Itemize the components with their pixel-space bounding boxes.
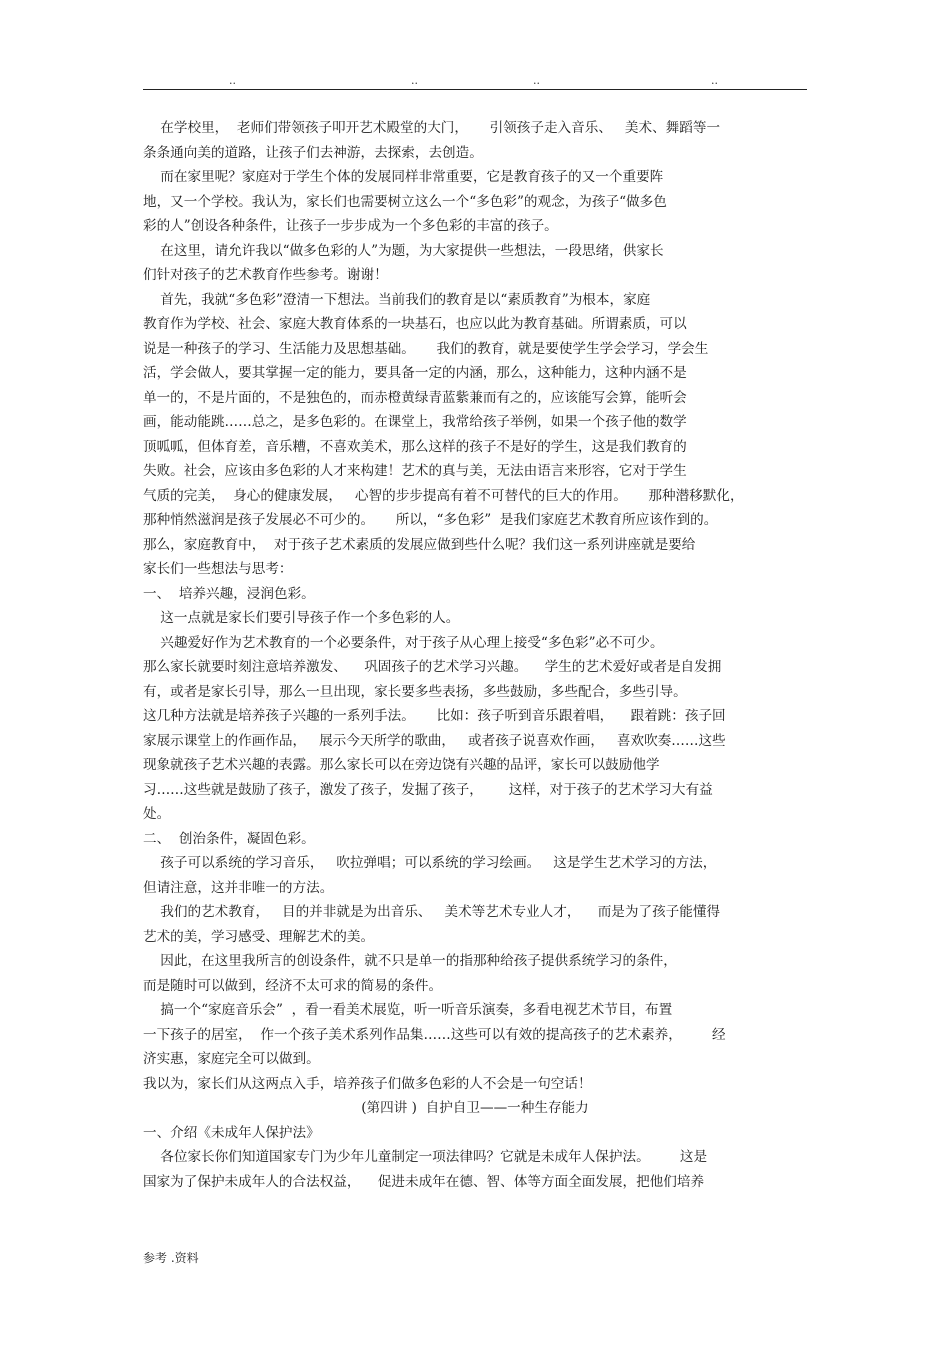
header-dot: .. xyxy=(533,74,540,87)
text-line: 家展示课堂上的作画作品， 展示今天所学的歌曲， 或者孩子说喜欢作画， 喜欢吹奏……这些 xyxy=(143,732,726,749)
text-line: 济实惠，家庭完全可以做到。 xyxy=(143,1051,320,1067)
text-line: 在这里，请允许我以“做多色彩的人”为题，为大家提供一些想法，一段思绪，供家长 xyxy=(143,242,664,259)
header-dots xyxy=(143,74,807,88)
text-line: 这几种方法就是培养孩子兴趣的一系列手法。 比如：孩子听到音乐跟着唱， 跟着跳：孩子回 xyxy=(143,708,726,724)
text-line: 因此，在这里我所言的创设条件，就不只是单一的指那种给孩子提供系统学习的条件， xyxy=(143,953,677,969)
text-line: 那么家长就要时刻注意培养激发、 巩固孩子的艺术学习兴趣。 学生的艺术爱好或者是自发拥 xyxy=(143,659,722,675)
text-line: 活，学会做人，要其掌握一定的能力，要具备一定的内涵，那么，这种能力，这种内涵不是 xyxy=(143,365,687,381)
text-line: 彩的人”创设各种条件，让孩子一步步成为一个多色彩的丰富的孩子。 xyxy=(143,218,558,234)
text-line: 我们的艺术教育， 目的并非就是为出音乐、 美术等艺术专业人才， 而是为了孩子能懂得 xyxy=(143,904,721,920)
text-line: 单一的，不是片面的，不是独色的，而赤橙黄绿青蓝紫兼而有之的，应该能写会算，能听会 xyxy=(143,389,687,406)
text-line: 家长们一些想法与思考： xyxy=(143,561,293,577)
text-line: 地，又一个学校。我认为，家长们也需要树立这么一个“多色彩”的观念，为孩子“做多色 xyxy=(143,193,667,210)
text-line: 那么，家庭教育中， 对于孩子艺术素质的发展应做到些什么呢？我们这一系列讲座就是要给 xyxy=(143,536,696,553)
text-line: 但请注意，这并非唯一的方法。 xyxy=(143,879,334,896)
text-line: 这一点就是家长们要引导孩子作一个多色彩的人。 xyxy=(143,610,460,626)
text-line: 现象就孩子艺术兴趣的表露。那么家长可以在旁边饶有兴趣的品评，家长可以鼓励他学 xyxy=(143,757,660,773)
header-dot: .. xyxy=(711,74,718,87)
text-line: 条条通向美的道路，让孩子们去神游，去探索，去创造。 xyxy=(143,144,483,161)
text-line: 孩子可以系统的学习音乐， 吹拉弹唱；可以系统的学习绘画。 这是学生艺术学习的方法， xyxy=(143,855,717,871)
text-line: 失败。社会，应该由多色彩的人才来构建！艺术的真与美，无法由语言来形容，它对于学生 xyxy=(143,463,687,479)
header-dot: .. xyxy=(229,74,236,87)
text-line: 们针对孩子的艺术教育作些参考。谢谢！ xyxy=(143,267,388,283)
text-line: 搞一个“家庭音乐会” ，看一看美术展览，听一听音乐演奏，多看电视艺术节目，布置 xyxy=(143,1002,673,1018)
text-line: 气质的完美， 身心的健康发展， 心智的步步提高有着不可替代的巨大的作用。 那种潜移默化， xyxy=(143,487,744,504)
header-rule xyxy=(143,89,807,90)
text-line: (第四讲 ) 自护自卫——一种生存能力 xyxy=(361,1100,589,1116)
text-line: 兴趣爱好作为艺术教育的一个必要条件，对于孩子从心理上接受“多色彩”必不可少。 xyxy=(143,634,664,651)
text-line: 一、介绍《未成年人保护法》 xyxy=(143,1124,320,1141)
text-line: 一下孩子的居室， 作一个孩子美术系列作品集……这些可以有效的提高孩子的艺术素养， 经 xyxy=(143,1026,726,1043)
text-line: 而在家里呢？家庭对于学生个体的发展同样非常重要，它是教育孩子的又一个重要阵 xyxy=(143,169,664,185)
text-line: 习……这些就是鼓励了孩子，激发了孩子，发掘了孩子， 这样，对于孩子的艺术学习大有益 xyxy=(143,781,713,798)
text-line: 处。 xyxy=(143,806,171,822)
text-line: 有，或者是家长引导，那么一旦出现，家长要多些表扬，多些鼓励，多些配合，多些引导。 xyxy=(143,683,687,700)
text-line: 首先，我就“多色彩”澄清一下想法。当前我们的教育是以“素质教育”为根本，家庭 xyxy=(143,291,651,308)
text-line: 那种悄然滋润是孩子发展必不可少的。 所以，“多色彩” 是我们家庭艺术教育所应该作到的。 xyxy=(143,512,718,528)
text-line: 说是一种孩子的学习、生活能力及思想基础。 我们的教育，就是要使学生学会学习，学会生 xyxy=(143,340,709,357)
text-line: 国家为了保护未成年人的合法权益， 促进未成年在德、智、体等方面全面发展，把他们培养 xyxy=(143,1173,705,1190)
text-line: 教育作为学校、社会、家庭大教育体系的一块基石，也应以此为教育基础。所谓素质，可以 xyxy=(143,316,687,332)
text-line: 而是随时可以做到，经济不太可求的简易的条件。 xyxy=(143,977,443,994)
header-dot: .. xyxy=(411,74,418,87)
text-line: 我以为，家长们从这两点入手，培养孩子们做多色彩的人不会是一句空话！ xyxy=(143,1075,592,1092)
text-line: 艺术的美，学习感受、理解艺术的美。 xyxy=(143,928,375,945)
text-line: 画，能动能跳……总之，是多色彩的。在课堂上，我常给孩子举例，如果一个孩子他的数学 xyxy=(143,414,687,430)
text-line: 在学校里， 老师们带领孩子叩开艺术殿堂的大门， 引领孩子走入音乐、 美术、舞蹈等一 xyxy=(143,120,721,136)
text-line: 一、 培养兴趣，浸润色彩。 xyxy=(143,585,315,602)
document-body xyxy=(143,116,807,1194)
text-line: 各位家长你们知道国家专门为少年儿童制定一项法律吗？它就是未成年人保护法。 这是 xyxy=(143,1149,708,1165)
text-line: 二、 创治条件，凝固色彩。 xyxy=(143,830,315,847)
text-line: 顶呱呱，但体育差，音乐糟，不喜欢美术，那么这样的孩子不是好的学生，这是我们教育的 xyxy=(143,438,687,455)
page-footer: 参考 .资料 xyxy=(143,1251,199,1265)
